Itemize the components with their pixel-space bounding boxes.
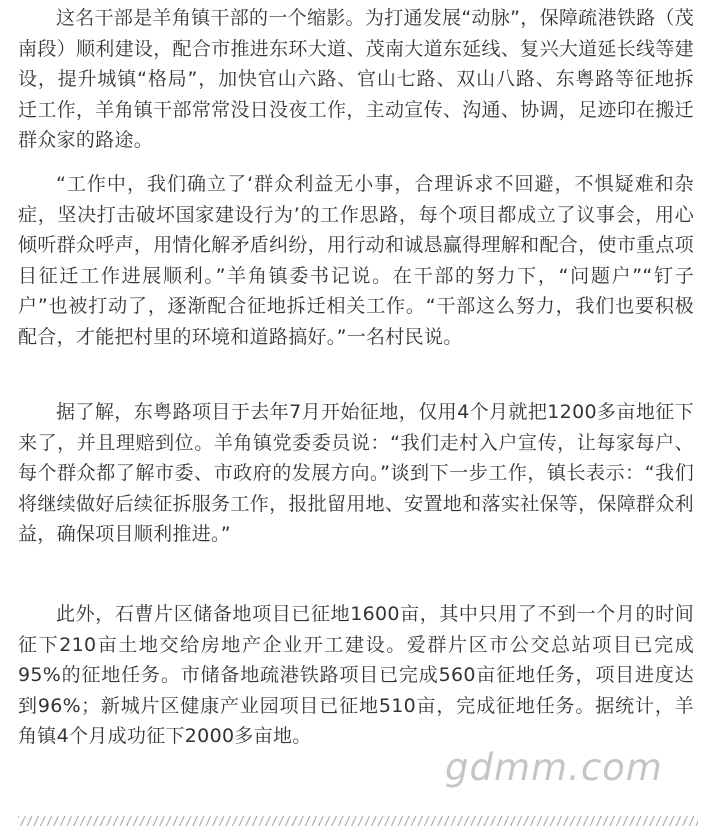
site-watermark: gdmm.com [445,746,663,789]
paragraph-3: 据了解，东粤路项目于去年7月开始征地，仅用4个月就把1200多亩地征下来了，并且理赔到位。羊角镇党委委员说：“我们走村入户宣传，让每家每户、每个群众都了解市委、市政府的发展方向。”谈到下一步工作，镇长表示：“我们将继续做好后续征拆服务工作，报批留用地、安置地和落实社保等，保障群众利益，确保项目顺利推进。” [18,401,694,546]
paragraph-2: “工作中，我们确立了‘群众利益无小事，合理诉求不回避，不惧疑难和杂症，坚决打击破坏国家建设行为’的工作思路，每个项目都成立了议事会，用心倾听群众呼声，用情化解矛盾纠纷，用行动和诚恳赢得理解和配合，使市重点项目征迁工作进展顺利。”羊角镇委书记说。在干部的努力下，“问题户”“钉子户”也被打动了，逐渐配合征地拆迁相关工作。“干部这么努力，我们也要积极配合，才能把村里的环境和道路搞好。”一名村民说。 [18,173,694,348]
hatched-divider [18,816,698,826]
paragraph-1: 这名干部是羊角镇干部的一个缩影。为打通发展“动脉”，保障疏港铁路（茂南段）顺利建设，配合市推进东环大道、茂南大道东延线、复兴大道延长线等建设，提升城镇“格局”，加快官山六路、官山七路、双山八路、东粤路等征地拆迁工作，羊角镇干部常常没日没夜工作，主动宣传、沟通、协调，足迹印在搬迁群众家的路途。 [18,7,694,152]
paragraph-4: 此外，石曹片区储备地项目已征地1600亩，其中只用了不到一个月的时间征下210亩土地交给房地产企业开工建设。爱群片区市公交总站项目已完成95%的征地任务。市储备地疏港铁路项目已完成560亩征地任务，项目进度达到96%；新城片区健康产业园项目已征地510亩，完成征地任务。据统计，羊角镇4个月成功征下2000多亩地。 [18,603,694,748]
